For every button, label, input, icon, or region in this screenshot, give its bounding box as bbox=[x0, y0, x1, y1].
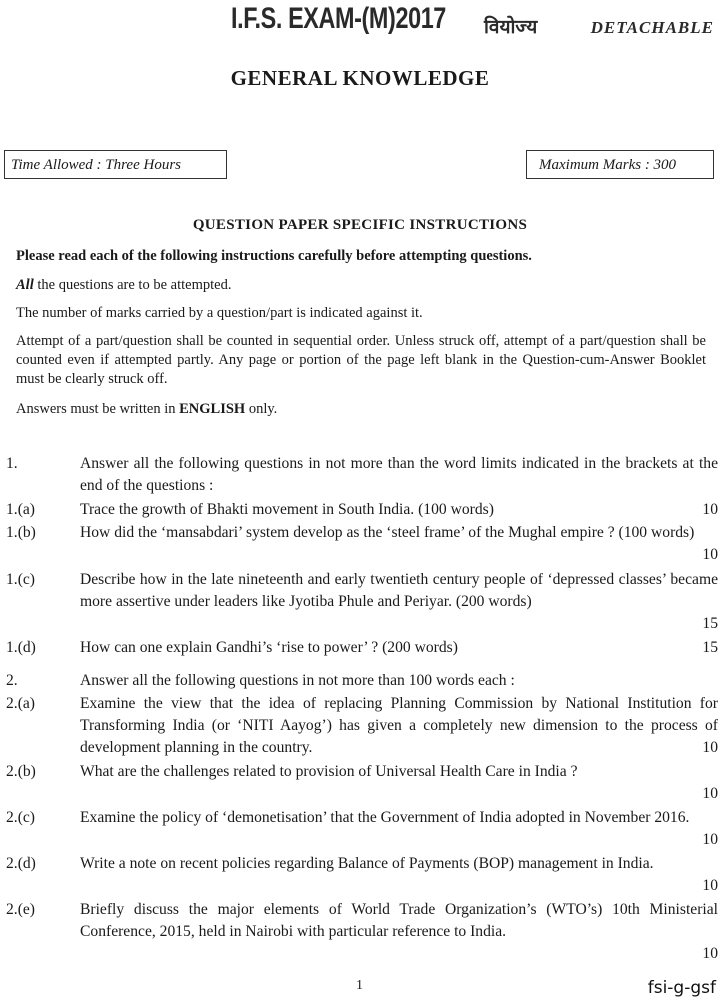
question-number: 1.(c) bbox=[6, 571, 36, 588]
question-number: 2.(e) bbox=[6, 901, 36, 918]
all-rest: the questions are to be attempted. bbox=[33, 277, 232, 293]
question-marks: 15 bbox=[702, 639, 718, 656]
question-marks: 10 bbox=[702, 546, 718, 563]
question-marks: 10 bbox=[702, 501, 718, 518]
question-text: What are the challenges related to provision of Universal Health Care in India ? bbox=[80, 763, 578, 780]
question-marks: 15 bbox=[702, 615, 718, 632]
question-number: 1.(b) bbox=[6, 524, 36, 541]
question-number: 2.(c) bbox=[6, 809, 36, 826]
question-text: Examine the policy of ‘demonetisation’ that the Government of India adopted in November 2016. bbox=[80, 809, 690, 826]
subject-title: GENERAL KNOWLEDGE bbox=[230, 66, 490, 90]
maximum-marks-box: Maximum Marks : 300 bbox=[526, 150, 714, 179]
instruction-marks-note: The number of marks carried by a question/part is indicated against it. bbox=[16, 305, 423, 321]
question-marks: 10 bbox=[702, 785, 718, 802]
page-number: 1 bbox=[356, 978, 363, 993]
instructions-title: QUESTION PAPER SPECIFIC INSTRUCTIONS bbox=[192, 217, 528, 233]
question-text: Briefly discuss the major elements of World Trade Organization’s (WTO’s) 10th Ministerial Conference, 2015, held in Nairobi with particular reference to India. bbox=[80, 901, 718, 940]
language-pre: Answers must be written in bbox=[16, 401, 180, 417]
question-marks: 10 bbox=[702, 739, 718, 756]
question-number: 1.(a) bbox=[6, 501, 36, 518]
instructions-lead: Please read each of the following instructions carefully before attempting questions. bbox=[16, 248, 532, 264]
question-text: Answer all the following questions in not more than 100 words each : bbox=[80, 672, 515, 689]
question-marks: 10 bbox=[702, 831, 718, 848]
question-number: 1. bbox=[6, 455, 18, 472]
instruction-language bbox=[16, 400, 706, 419]
instruction-all-attempt bbox=[16, 276, 706, 295]
question-number: 1.(d) bbox=[6, 639, 36, 656]
hindi-detachable-label: वियोज्य bbox=[484, 16, 538, 38]
question-marks: 10 bbox=[702, 945, 718, 962]
question-number: 2.(b) bbox=[6, 763, 36, 780]
question-number: 2.(d) bbox=[6, 855, 36, 872]
exam-code: I.F.S. EXAM-(M)2017 bbox=[231, 2, 446, 35]
paper-code: fsi-g-gsf bbox=[647, 978, 716, 998]
detachable-label: DETACHABLE bbox=[590, 18, 714, 37]
question-text: Answer all the following questions in not more than the word limits indicated in the brackets at the end of the questions : bbox=[80, 455, 718, 494]
all-word: All bbox=[16, 277, 34, 293]
question-text: Describe how in the late nineteenth and early twentieth century people of ‘depressed classes’ became more assertive under leaders like Jyotiba Phule and Periyar. (200 words) bbox=[80, 571, 718, 610]
time-allowed-box: Time Allowed : Three Hours bbox=[4, 150, 227, 179]
question-text: How did the ‘mansabdari’ system develop as the ‘steel frame’ of the Mughal empire ? (100 words) bbox=[80, 524, 695, 541]
instruction-sequential: Attempt of a part/question shall be counted in sequential order. Unless struck off, attempt of a part/question shall be counted even if attempted partly. Any page or portion of the page left blank in the Question-cum-Answer Booklet must be clearly struck off. bbox=[16, 333, 706, 387]
question-text: Write a note on recent policies regarding Balance of Payments (BOP) management in India. bbox=[80, 855, 654, 872]
language-bold: ENGLISH bbox=[179, 401, 246, 417]
question-text: Trace the growth of Bhakti movement in South India. (100 words) bbox=[80, 501, 494, 518]
question-number: 2. bbox=[6, 672, 18, 689]
question-marks: 10 bbox=[702, 877, 718, 894]
exam-header bbox=[231, 2, 716, 42]
language-post: only. bbox=[245, 401, 278, 417]
question-number: 2.(a) bbox=[6, 695, 36, 712]
question-text: How can one explain Gandhi’s ‘rise to power’ ? (200 words) bbox=[80, 639, 458, 656]
question-text: Examine the view that the idea of replacing Planning Commission by National Institution for Transforming India (or ‘NITI Aayog’) has given a completely new dimension to the process of development planning in the country. bbox=[80, 695, 718, 756]
